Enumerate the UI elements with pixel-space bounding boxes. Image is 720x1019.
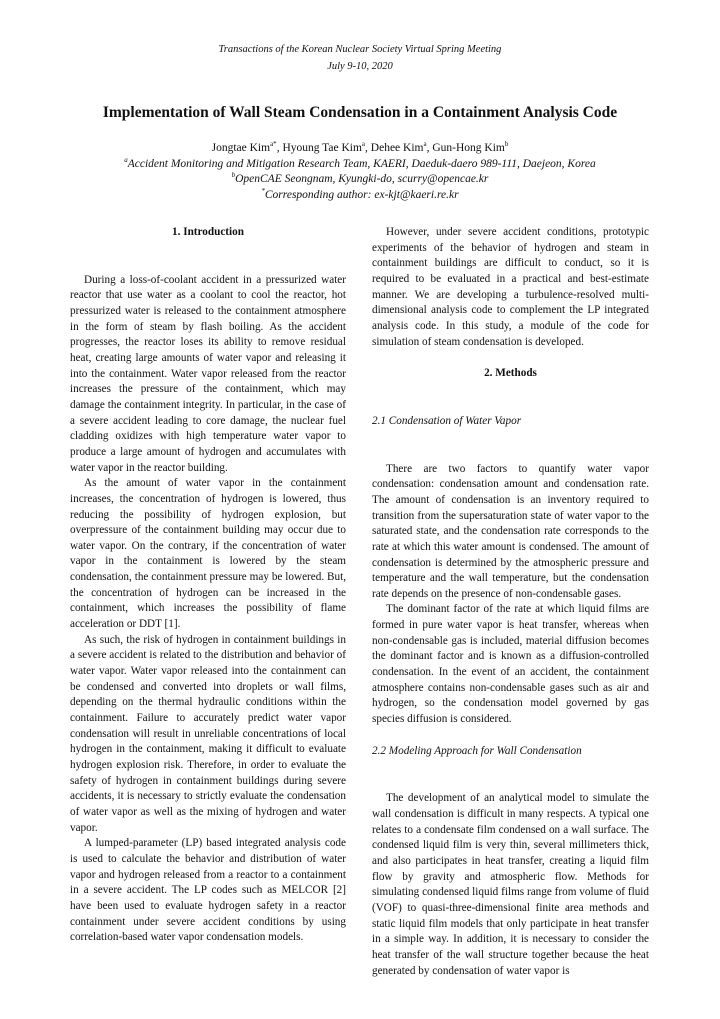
- author-name: , Dehee Kim: [365, 142, 424, 154]
- subsection-heading-condensation: 2.1 Condensation of Water Vapor: [372, 414, 522, 427]
- affiliation-superscript: *: [261, 186, 265, 195]
- paragraph: During a loss-of-coolant accident in a pressurized water reactor that use water as a coolant to cool the reactor, hot pressurized water is released to the containment atmosphere in the form of steam by flash boiling. As the accident progresses, the reactor loses its ability to remove residual heat, creating large amounts of water vapor and releasing it into the containment. Water vapor released from the reactor increases the pressure of the containment, which may damage the containment integrity. In particular, in the case of a severe accident leading to core damage, the nuclear fuel cladding oxidizes with high temperature water vapor to produce a large amount of hydrogen and accumulates with water vapor in the reactor building.: [70, 273, 346, 474]
- paragraph: However, under severe accident conditions, prototypic experiments of the behavior of hydrogen and steam in containment buildings are difficult to conduct, so it is required to be evaluated in a practical and best-estimate manner. We are developing a turbulence-resolved multi-dimensional analysis code to complement the LP integrated analysis code. In this study, a module of the code for simulation of steam condensation is developed.: [372, 226, 649, 348]
- author-name: , Hyoung Tae Kim: [276, 142, 362, 154]
- paragraph: As the amount of water vapor in the containment increases, the concentration of hydrogen is lowered, thus reducing the possibility of hydrogen explosion, but overpressure of the containment building may occur due to water vapor. On the contrary, if the concentration of water vapor in the containment is lowered by the steam condensation, the containment pressure may be lowered. But, the concentration of hydrogen can be increased in the containment, which increases the possibility of flame acceleration or DDT [1].: [70, 477, 346, 631]
- author-list: [0, 141, 720, 157]
- section-heading-methods: 2. Methods: [484, 367, 537, 380]
- affiliation-superscript: a: [124, 155, 128, 164]
- author-superscript: a: [361, 140, 366, 149]
- subsection-heading-modeling: 2.2 Modeling Approach for Wall Condensation: [372, 744, 582, 757]
- paragraph: As such, the risk of hydrogen in containment buildings in a severe accident is related to the distribution and behavior of water vapor. Water vapor released into the containment can be condensed and converted into droplets or wall films, depending on the thermal hydraulic conditions within the containment. Failure to accurately predict water vapor condensation will result in unreliable concentrations of local hydrogen in the containment, making it difficult to evaluate hydrogen explosion risk. Therefore, in order to evaluate the safety of hydrogen in containment buildings during severe accidents, it is necessary to strictly evaluate the condensation of water vapor as well as the mixing of hydrogen and water vapor.: [70, 633, 346, 834]
- author-superscript: a: [423, 140, 427, 149]
- author-superscript: b: [504, 140, 509, 149]
- author-block: [0, 141, 720, 203]
- paper-title: Implementation of Wall Steam Condensation in a Containment Analysis Code: [102, 104, 618, 121]
- author-name: , Gun-Hong Kim: [426, 142, 505, 154]
- author-superscript: a*: [270, 140, 277, 149]
- paragraph: There are two factors to quantify water vapor condensation: condensation amount and condensation rate. The amount of condensation is an inventory required to transition from the supersaturation state of water vapor to the saturated state, and the condensation rate corresponds to the rate at which this water amount is condensed. The amount of condensation is determined by the atmospheric pressure and temperature and the wall temperature, but the condensation rate depends on the presence of non-condensable gases.: [372, 462, 649, 600]
- paragraph: The dominant factor of the rate at which liquid films are formed in pure water vapor is heat transfer, whereas when non-condensable gas is included, material diffusion becomes the dominant factor and is known as a diffusion-controlled condensation. In the event of an accident, the containment atmosphere contains non-condensable gases such as air and hydrogen, so the condensation model governed by gas species diffusion is considered.: [372, 603, 649, 726]
- running-header: [0, 41, 720, 75]
- corresponding-author: *Corresponding author: ex-kjt@kaeri.re.kr: [261, 186, 459, 201]
- conference-name: Transactions of the Korean Nuclear Society Virtual Spring Meeting: [218, 44, 502, 55]
- conference-date: July 9-10, 2020: [327, 61, 393, 72]
- left-column: [70, 225, 346, 946]
- right-column: [372, 225, 649, 979]
- author-name: Jongtae Kim: [211, 142, 271, 154]
- section-heading-introduction: 1. Introduction: [172, 226, 244, 238]
- affiliation-b: $^b$OpenCAE Seongnam, Kyungki-do, scurry@opencae.kr: [231, 171, 489, 185]
- affiliation-superscript: b: [231, 171, 236, 180]
- paragraph: A lumped-parameter (LP) based integrated analysis code is used to calculate the behavior and distribution of water vapor and hydrogen released from a reactor to a containment in a severe accident. The LP codes such as MELCOR [2] have been used to evaluate hydrogen safety in a reactor containment under severe accident conditions by using correlation-based water vapor condensation models.: [70, 837, 346, 944]
- paragraph: The development of an analytical model to simulate the wall condensation is difficult in many respects. A typical one relates to a condensate film condensed on a wall surface. The condensed liquid film is very thin, several millimeters thick, and also participates in heat transfer, creating a liquid film flow by gravity and atmospheric flow. Methods for simulating condensed liquid films range from volume of fluid (VOF) to quasi-three-dimensional finite area methods and static liquid film models that only participate in heat transfer in a simple way. In addition, it is necessary to consider the heat transfer of the wall structure together because the heat generated by condensation of water vapor is: [372, 792, 649, 977]
- affiliation-a: $^a$Accident Monitoring and Mitigation Research Team, KAERI, Daeduk-daero 989-111, Daejeon, Korea: [124, 155, 596, 170]
